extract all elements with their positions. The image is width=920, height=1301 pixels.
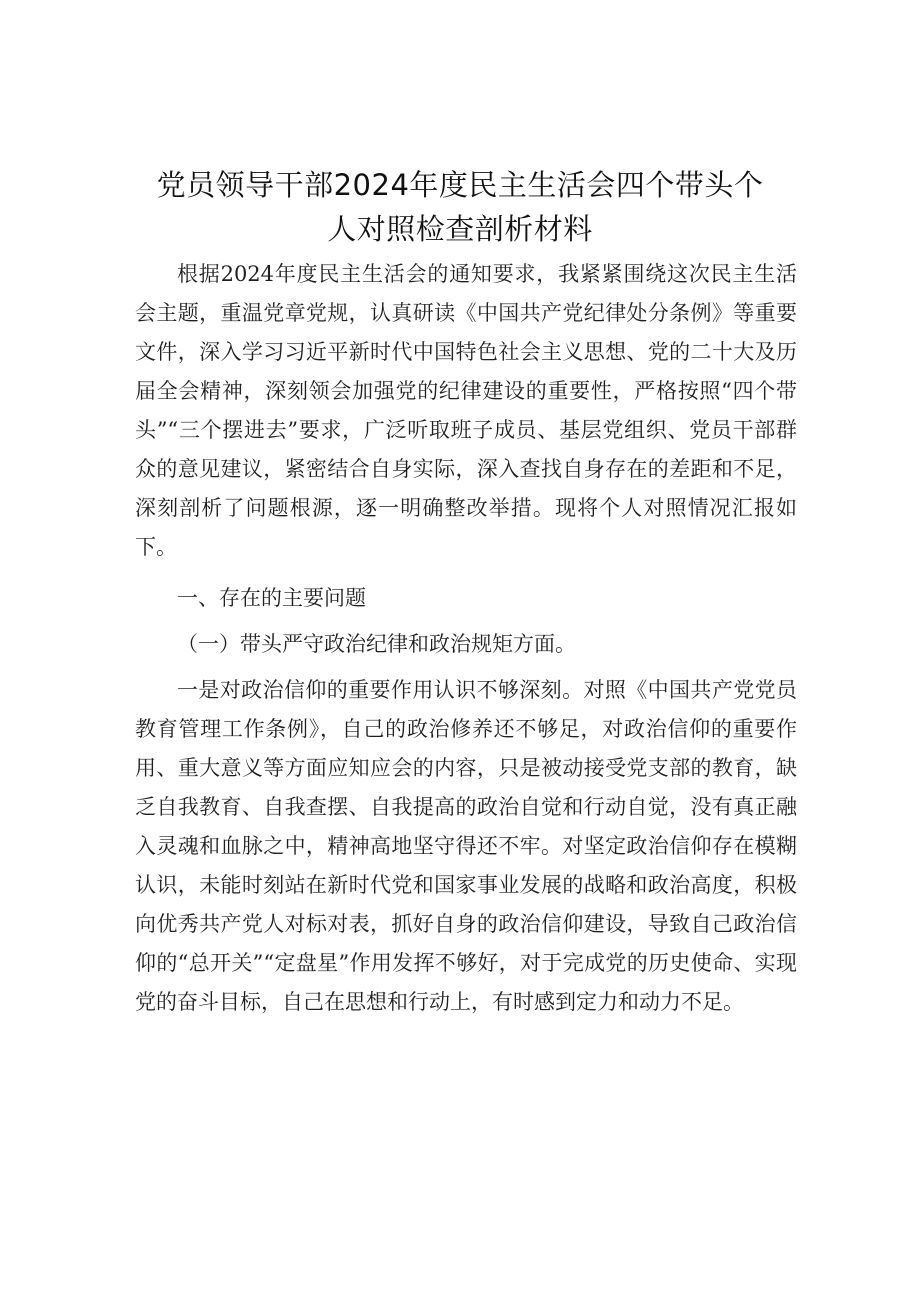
intro-paragraph: 根据2024年度民主生活会的通知要求，我紧紧围绕这次民主生活会主题，重温党章党规，认真研读《中国共产党纪律处分条例》等重要文件，深入学习习近平新时代中国特色社会主义思想、党的二十大及历届全会精神，深刻领会加强党的纪律建设的重要性，严格按照“四个带头”“三个摆进去”要求，广泛听取班子成员、基层党组织、党员干部群众的意见建议，紧密结合自身实际，深入查找自身存在的差距和不足，深刻剖析了问题根源，逐一明确整改举措。现将个人对照情况汇报如下。: [135, 262, 797, 559]
subsection-heading-1: （一）带头严守政治纪律和政治规矩方面。: [177, 632, 576, 656]
title-line-1: 党员领导干部2024年度民主生活会四个带头个: [156, 168, 764, 202]
body-paragraph-1: 一是对政治信仰的重要作用认识不够深刻。对照《中国共产党党员教育管理工作条例》，自己的政治修养还不够足，对政治信仰的重要作用、重大意义等方面应知应会的内容，只是被动接受党支部的教育，缺乏自我教育、自我查摆、自我提高的政治自觉和行动自觉，没有真正融入灵魂和血脉之中，精神高地坚守得还不牢。对坚定政治信仰存在模糊认识，未能时刻站在新时代党和国家事业发展的战略和政治高度，积极向优秀共产党人对标对表，抓好自身的政治信仰建设，导致自己政治信仰的“总开关”“定盘星”作用发挥不够好，对于完成党的历史使命、实现党的奋斗目标，自己在思想和行动上，有时感到定力和动力不足。: [135, 678, 797, 1014]
section-heading-1: 一、存在的主要问题: [177, 586, 366, 610]
title-line-2: 人对照检查剖析材料: [327, 212, 593, 246]
document-title: [130, 163, 790, 251]
document-body: [135, 255, 797, 1022]
